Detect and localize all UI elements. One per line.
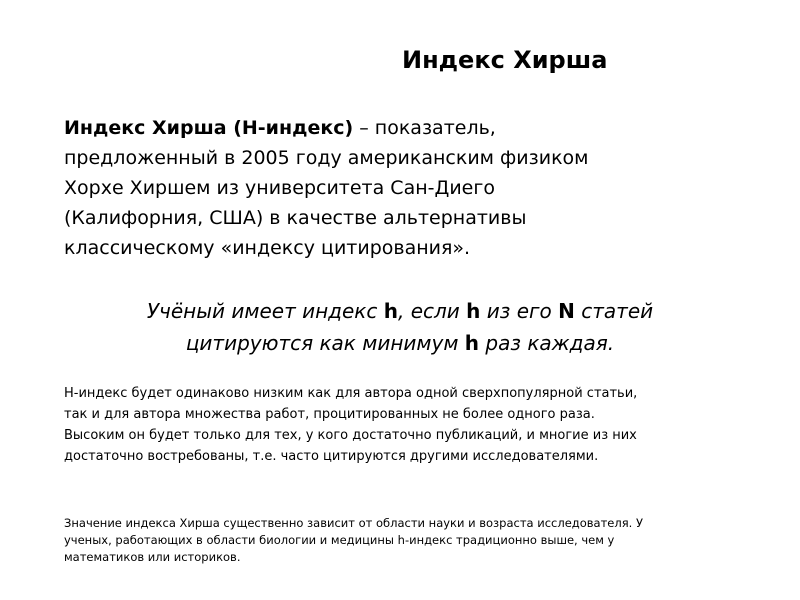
- highlight-h-1: h: [383, 299, 398, 323]
- highlight-text-1c: из его: [480, 299, 559, 323]
- highlight-h-2: h: [466, 299, 481, 323]
- explanation-line-1: H-индекс будет одинаково низким как для автора одной сверхпопулярной статьи,: [64, 386, 638, 401]
- definition-line-1-rest: – показатель,: [353, 117, 496, 139]
- slide-title: Индекс Хирша: [402, 46, 608, 74]
- note-line-2: ученых, работающих в области биологии и медицины h-индекс традиционно выше, чем у: [64, 533, 615, 547]
- definition-line-3: Хорхе Хиршем из университета Сан-Диего: [64, 177, 495, 199]
- highlight-text-1d: статей: [574, 299, 654, 323]
- explanation-line-2: так и для автора множества работ, процитированных не более одного раза.: [64, 407, 595, 422]
- definition-line-4: (Калифорния, США) в качестве альтернативы: [64, 207, 527, 229]
- note-paragraph: [64, 515, 764, 566]
- highlight-text-1a: Учёный имеет индекс: [146, 299, 384, 323]
- highlight-text-1b: , если: [397, 299, 467, 323]
- highlight-text-2a: цитируются как минимум: [185, 331, 465, 355]
- highlight-text-2b: раз каждая.: [479, 331, 615, 355]
- definition-line-5: классическому «индексу цитирования».: [64, 237, 471, 259]
- h-index-definition-highlight: [40, 295, 760, 359]
- explanation-line-3: Высоким он будет только для тех, у кого достаточно публикаций, и многие из них: [64, 428, 637, 443]
- note-line-3: математиков или историков.: [64, 550, 241, 564]
- highlight-line-2: [40, 327, 760, 359]
- explanation-paragraph: [64, 383, 744, 467]
- highlight-n: N: [558, 299, 575, 323]
- definition-line-1: [64, 113, 704, 143]
- explanation-line-4: достаточно востребованы, т.е. часто цитируются другими исследователями.: [64, 449, 599, 464]
- definition-line-2: предложенный в 2005 году американским физиком: [64, 147, 589, 169]
- note-line-1: Значение индекса Хирша существенно зависит от области науки и возраста исследователя. У: [64, 516, 643, 530]
- definition-paragraph: [64, 113, 704, 263]
- highlight-line-1: [40, 295, 760, 327]
- highlight-h-3: h: [464, 331, 480, 355]
- definition-term: Индекс Хирша (H-индекс): [64, 117, 354, 139]
